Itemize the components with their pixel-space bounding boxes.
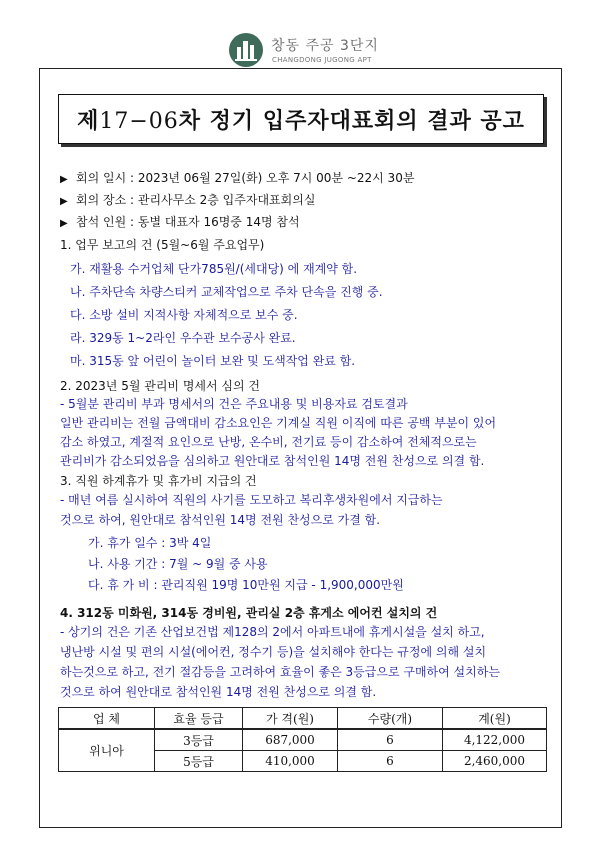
info-location: [60, 192, 315, 210]
vendor-cell: 위니아: [59, 729, 155, 772]
section3-line: - 매년 여름 실시하여 직원의 사기를 도모하고 복리후생차원에서 지급하는: [60, 493, 443, 507]
aircon-cost-table: [58, 707, 547, 772]
column-header: 업 체: [59, 708, 155, 730]
info-text: 회의 장소 : 관리사무소 2층 입주자대표회의실: [76, 193, 316, 207]
section4-line: 냉난방 시설 및 편의 시설(에어컨, 정수기 등)을 설치해야 한다는 규정에 의해 설치: [60, 645, 487, 659]
arrow-bullet-icon: ▶: [60, 174, 68, 185]
logo-name-english: CHANGDONG JUGONG APT: [272, 56, 372, 64]
title-box: [58, 94, 544, 144]
table-row: [59, 729, 547, 751]
column-header: 수량(개): [338, 708, 443, 730]
section1-item: 가. 재활용 수거업체 단가785원/(세대당) 에 재계약 함.: [70, 262, 358, 276]
section2-heading: 2. 2023년 5월 관리비 명세서 심의 건: [60, 379, 261, 393]
section4-line: 것으로 하여 원안대로 참석인원 14명 전원 찬성으로 의결 함.: [60, 685, 377, 699]
section4-line: - 상기의 건은 기존 산업보건법 제128의 2에서 아파트내에 휴게시설을 설치 하고,: [60, 625, 485, 639]
section4-heading: 4. 312동 미화원, 314동 경비원, 관리실 2층 휴게소 에어컨 설치의 건: [60, 606, 438, 620]
section1-item: 라. 329동 1~2라인 우수관 보수공사 완료.: [70, 331, 296, 345]
apartment-logo: [228, 32, 388, 72]
section3-line: 것으로 하여, 원안대로 참석인원 14명 전원 찬성으로 가결 함.: [60, 513, 381, 527]
grade-cell: 5등급: [155, 751, 243, 772]
section3-heading: 3. 직원 하계휴가 및 휴가비 지급의 건: [60, 474, 257, 488]
arrow-bullet-icon: ▶: [60, 196, 68, 207]
section1-heading: 1. 업무 보고의 건 (5월~6월 주요업무): [60, 238, 265, 252]
section3-item: 가. 휴가 일수 : 3박 4일: [88, 536, 212, 550]
price-cell: 410,000: [243, 751, 338, 772]
info-datetime: [60, 170, 414, 188]
column-header: 가 격(원): [243, 708, 338, 730]
grade-cell: 3등급: [155, 729, 243, 751]
info-attendance: [60, 214, 300, 232]
section1-item: 나. 주차단속 차량스티커 교체작업으로 주차 단속을 진행 중.: [70, 285, 383, 299]
qty-cell: 6: [338, 729, 443, 751]
column-header: 계(원): [443, 708, 547, 730]
title-number: 17−06: [99, 108, 179, 134]
column-header: 효율 등급: [155, 708, 243, 730]
section4-line: 하는것으로 하고, 전기 절감등을 고려하여 효율이 좋은 3등급으로 구매하여 설치하는: [60, 665, 500, 679]
section3-item: 다. 휴 가 비 : 관리직원 19명 10만원 지급 - 1,900,000만원: [88, 578, 404, 592]
section2-line: 일반 관리비는 전월 금액대비 감소요인은 기계실 직원 이직에 따른 공백 부분이 있어: [60, 416, 497, 430]
section1-item: 마. 315동 앞 어린이 놀이터 보완 및 도색작업 완료 함.: [70, 354, 356, 368]
page-title: [77, 104, 525, 135]
arrow-bullet-icon: ▶: [60, 218, 68, 229]
total-cell: 4,122,000: [443, 729, 547, 751]
section2-line: - 5월분 관리비 부과 명세서의 건은 주요내용 및 비용자료 검토결과: [60, 397, 408, 411]
section1-item: 다. 소방 설비 지적사항 자체적으로 보수 중.: [70, 308, 298, 322]
title-suffix: 차 정기 입주자대표회의 결과 공고: [178, 108, 525, 134]
table-header-row: [59, 708, 547, 730]
qty-cell: 6: [338, 751, 443, 772]
section3-item: 나. 사용 기간 : 7월 ~ 9월 중 사용: [88, 557, 268, 571]
info-text: 참석 인원 : 동별 대표자 16명중 14명 참석: [76, 215, 300, 229]
title-prefix: 제: [77, 108, 100, 134]
info-text: 회의 일시 : 2023년 06월 27일(화) 오후 7시 00분 ~22시 30분: [76, 171, 415, 185]
price-cell: 687,000: [243, 729, 338, 751]
section2-line: 관리비가 감소되었음을 심의하고 원안대로 참석인원 14명 전원 찬성으로 의결 함.: [60, 454, 485, 468]
section2-line: 감소 하였고, 계절적 요인으로 난방, 온수비, 전기료 등이 감소하여 전체적으로는: [60, 435, 477, 449]
logo-name-korean: 창동 주공 3단지: [271, 38, 379, 54]
building-logo-icon: [228, 32, 264, 68]
total-cell: 2,460,000: [443, 751, 547, 772]
